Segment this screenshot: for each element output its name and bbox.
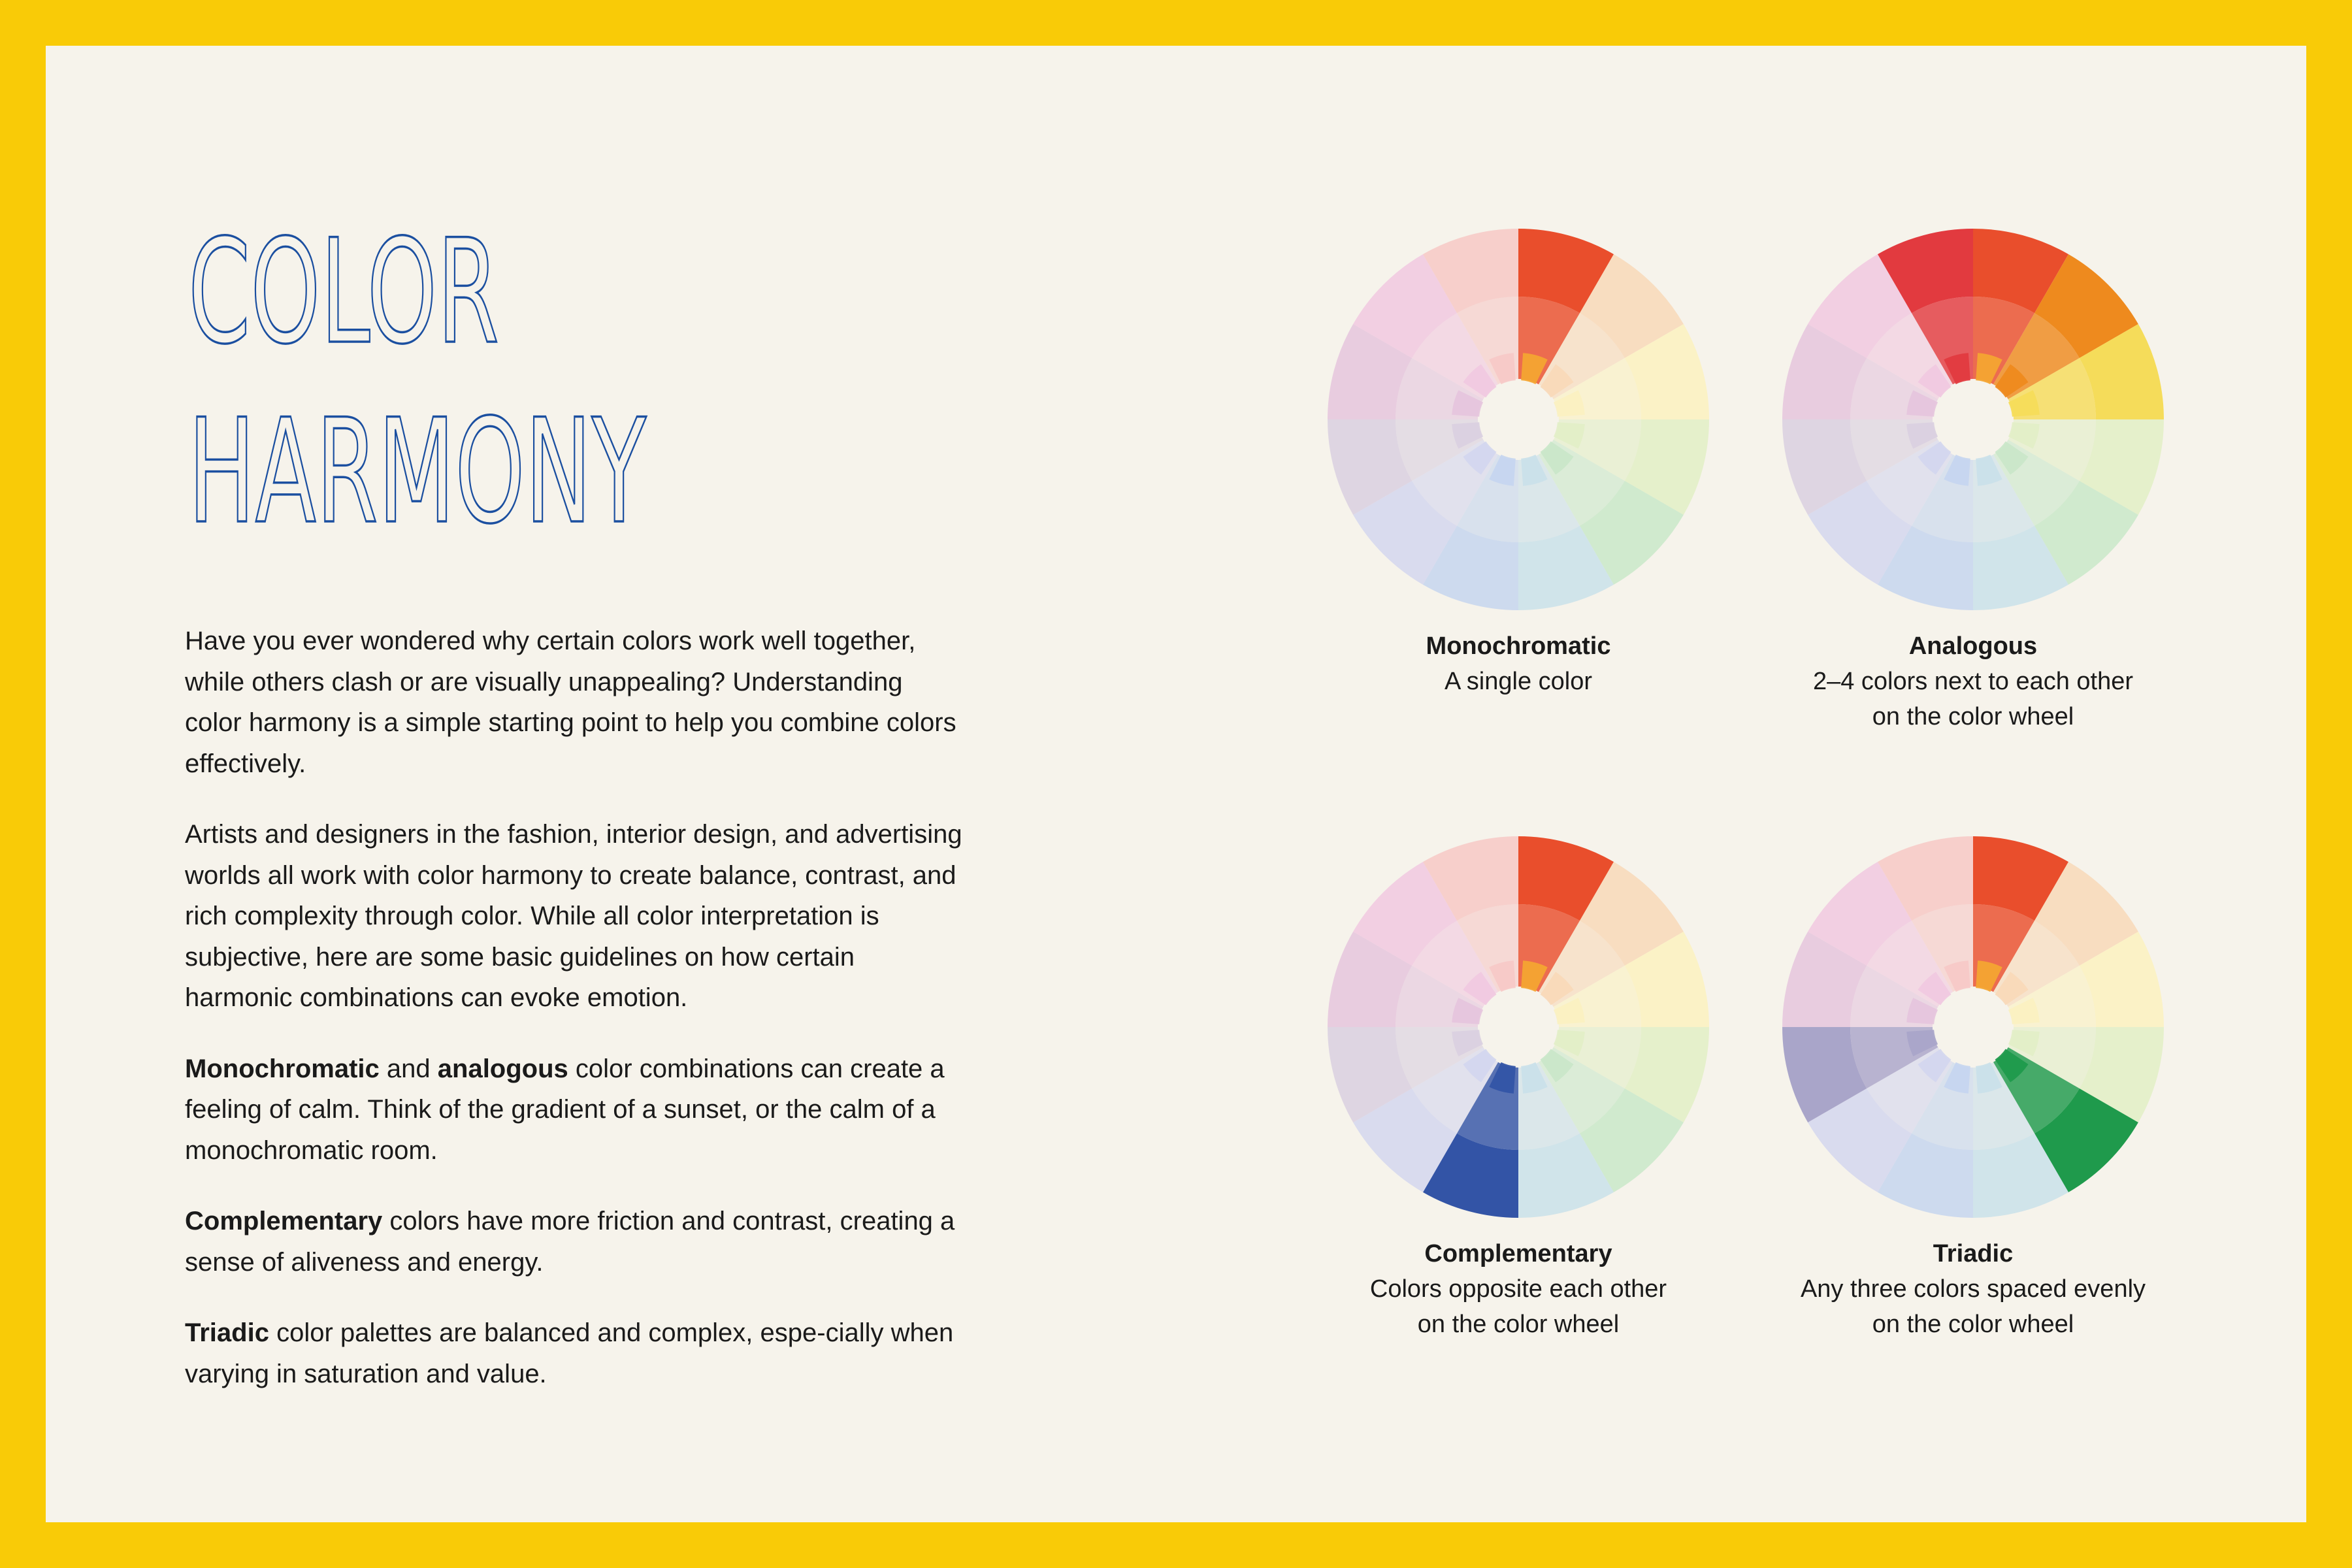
title-line-2: HARMONY bbox=[188, 388, 647, 555]
color-wheel-complementary bbox=[1322, 831, 1714, 1223]
body-text bbox=[185, 621, 962, 1424]
wheel-center-hole bbox=[1935, 382, 2011, 457]
paragraph-4 bbox=[185, 1201, 962, 1282]
title-line-1: COLOR bbox=[188, 208, 499, 376]
wheel-center-hole bbox=[1935, 989, 2011, 1065]
wheel-block-triadic bbox=[1744, 831, 2202, 1342]
wheel-title-analogous: Analogous bbox=[1908, 632, 2038, 660]
paragraph-2: Artists and designers in the fashion, interior design, and advertising worlds all work with color harmony to create balance, contrast, and rich complexity through color. While all color interpretation is subjective, here are some basic guidelines on how certain harmonic combinations can evoke emotion. bbox=[185, 820, 962, 1012]
wheel-caption-monochromatic: A single color bbox=[1444, 668, 1592, 695]
page-title bbox=[188, 203, 927, 562]
term-complementary: Complementary bbox=[185, 1207, 383, 1235]
wheel-center-hole bbox=[1480, 382, 1556, 457]
page bbox=[46, 46, 2306, 1522]
paragraph-3-rest: color combinations can create a feeling of calm. Think of the gradient of a sunset, or the calm of a monochromatic room. bbox=[185, 1054, 945, 1165]
color-wheel-triadic bbox=[1777, 831, 2169, 1223]
wheel-caption-complementary-line-2: on the color wheel bbox=[1417, 1311, 1620, 1338]
term-triadic: Triadic bbox=[185, 1318, 269, 1347]
wheel-caption-complementary-line-1: Colors opposite each other bbox=[1369, 1275, 1667, 1303]
term-monochromatic: Monochromatic bbox=[185, 1054, 380, 1083]
wheel-block-analogous bbox=[1744, 223, 2202, 734]
wheel-title-triadic: Triadic bbox=[1933, 1240, 2014, 1267]
paragraph-5-rest: color palettes are balanced and complex, espe-cially when varying in saturation and value. bbox=[185, 1318, 954, 1388]
paragraph-1: Have you ever wondered why certain colors work well together, while others clash or are visually unappealing? Understanding color harmony is a simple starting point to help you combine colors effectively. bbox=[185, 627, 956, 778]
wheel-caption-analogous-line-1: 2–4 colors next to each other bbox=[1812, 668, 2134, 695]
wheel-title-complementary: Complementary bbox=[1424, 1240, 1612, 1267]
color-wheel-monochromatic bbox=[1322, 223, 1714, 615]
wheel-caption-triadic-line-2: on the color wheel bbox=[1872, 1311, 2074, 1338]
paragraph-3-mid: and bbox=[379, 1054, 438, 1083]
paragraph-4-rest: colors have more friction and contrast, creating a sense of aliveness and energy. bbox=[185, 1207, 955, 1277]
paragraph-5 bbox=[185, 1313, 962, 1394]
wheel-center-hole bbox=[1480, 989, 1556, 1065]
term-analogous: analogous bbox=[437, 1054, 568, 1083]
paragraph-3 bbox=[185, 1049, 962, 1171]
wheel-title-monochromatic: Monochromatic bbox=[1426, 632, 1611, 660]
wheel-block-monochromatic bbox=[1290, 223, 1747, 699]
wheel-block-complementary bbox=[1290, 831, 1747, 1342]
wheel-caption-triadic-line-1: Any three colors spaced evenly bbox=[1800, 1275, 2146, 1303]
wheel-caption-analogous-line-2: on the color wheel bbox=[1872, 703, 2074, 730]
color-wheel-analogous bbox=[1777, 223, 2169, 615]
